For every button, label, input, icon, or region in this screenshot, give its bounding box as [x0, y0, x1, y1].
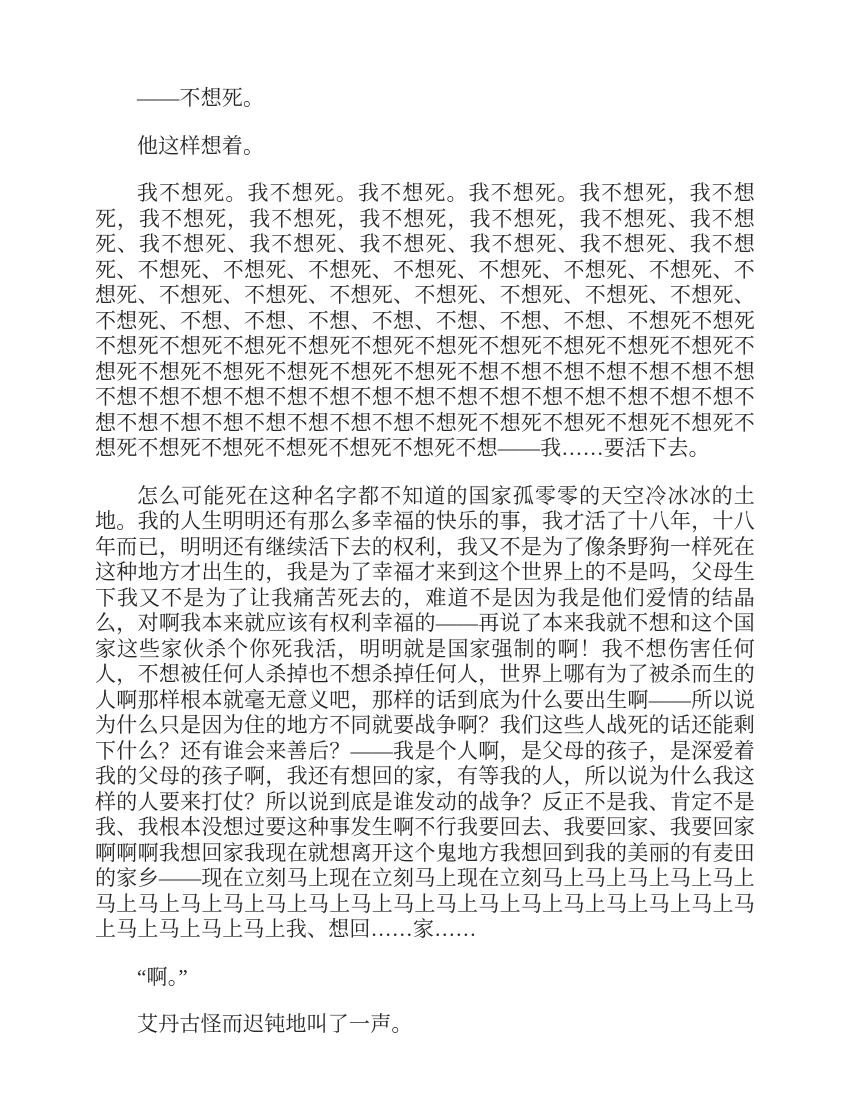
paragraph-repetition-monologue: 我不想死。我不想死。我不想死。我不想死。我不想死，我不想死，我不想死，我不想死，我不想死，我不想死，我不想死、我不想死、我不想死、我不想死、我不想死、我不想死、我不想死、我不想死、不想死、不想死、不想死、不想死、不想死、不想死、不想死、不想死、不想死、不想死、不想死、不想死、不想死、不想死、不想死、不想死、不想、不想、不想、不想、不想、不想、不想、不想死不想死不想死不想死不想死不想死不想死不想死不想死不想死不想死不想死不想死不想死不想死不想死不想死不想死不想不想不想不想不想不想不想不想不想不想不想不想不想不想不想不想不想不想不想不想不想不想不想不想不想不想不想不想不想不想不想死不想死不想死不想死不想死不想死不想死不想死不想死不想死不想死不想——我……要活下去。 — [95, 181, 755, 460]
paragraph-dialogue-ah: “啊。” — [137, 964, 188, 989]
paragraph-dash-not-want-to-die: ——不想死。 — [137, 86, 265, 110]
paragraph-inner-rant: 怎么可能死在这种名字都不知道的国家孤零零的天空冷冰冰的土地。我的人生明明还有那么多幸福的快乐的事，我才活了十八年，十八年而已，明明还有继续活下去的权利，我又不是为了像条野狗一样死在这种地方才出生的，我是为了幸福才来到这个世界上的不是吗，父母生下我又不是为了让我痛苦死去的，难道不是因为我是他们爱情的结晶么，对啊我本来就应该有权利幸福的——再说了本来我就不想和这个国家这些家伙杀个你死我活，明明就是国家强制的啊！我不想伤害任何人，不想被任何人杀掉也不想杀掉任何人，世界上哪有为了被杀而生的人啊那样根本就毫无意义吧，那样的话到底为什么要出生啊——所以说为什么只是因为住的地方不同就要战争啊？我们这些人战死的话还能剩下什么？还有谁会来善后？——我是个人啊，是父母的孩子，是深爱着我的父母的孩子啊，我还有想回的家，有等我的人，所以说为什么我这样的人要来打仗？所以说到底是谁发动的战争？反正不是我、肯定不是我、我根本没想过要这种事发生啊不行我要回去、我要回家、我要回家啊啊啊我想回家我现在就想离开这个鬼地方我想回到我的美丽的有麦田的家乡——现在立刻马上现在立刻马上现在立刻马上马上马上马上马上马上马上马上马上马上马上马上马上马上马上马上马上马上马上马上马上马上马上马上马上我、想回……家…… — [95, 483, 755, 941]
paragraph-narration-aidan: 艾丹古怪而迟钝地叫了一声。 — [137, 1012, 413, 1036]
paragraph-he-thought: 他这样想着。 — [137, 133, 265, 158]
